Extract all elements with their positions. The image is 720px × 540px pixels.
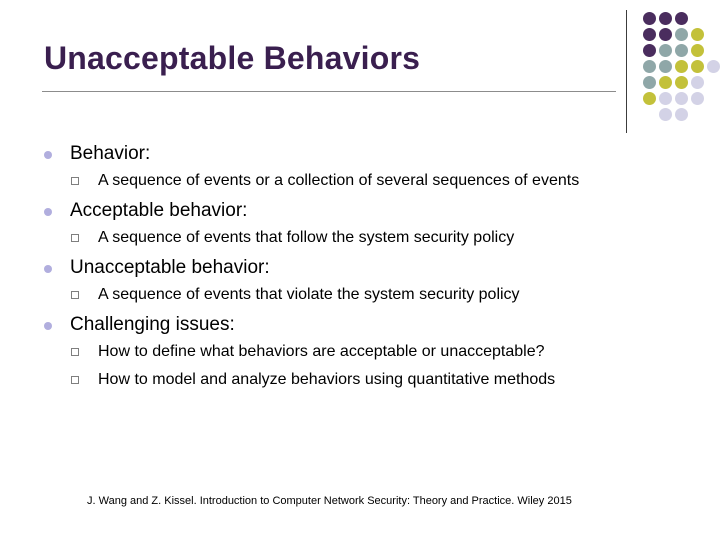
decor-dot [643, 44, 656, 57]
decor-dot [675, 92, 688, 105]
decor-dot [659, 12, 672, 25]
slide-title: Unacceptable Behaviors [44, 40, 421, 76]
decor-dot [675, 76, 688, 89]
bullet-icon [44, 265, 52, 273]
decor-dot [691, 76, 704, 89]
decor-dot [643, 12, 656, 25]
decor-dot [643, 60, 656, 73]
bullet-item: Challenging issues: [70, 314, 235, 335]
decor-vertical-line [626, 10, 627, 133]
decor-dot [675, 12, 688, 25]
decor-dot [659, 108, 672, 121]
decor-dot [691, 92, 704, 105]
checkbox-bullet-icon [71, 376, 79, 384]
sub-bullet-item: A sequence of events that violate the system security policy [98, 286, 520, 303]
bullet-item: Behavior: [70, 143, 151, 164]
decor-dot [659, 60, 672, 73]
decor-dot-grid [640, 10, 720, 120]
bullet-icon [44, 151, 52, 159]
sub-bullet-item: A sequence of events or a collection of several sequences of events [98, 172, 580, 189]
decor-dot [691, 44, 704, 57]
checkbox-bullet-icon [71, 348, 79, 356]
checkbox-bullet-icon [71, 177, 79, 185]
checkbox-bullet-icon [71, 234, 79, 242]
checkbox-bullet-icon [71, 291, 79, 299]
title-divider [42, 91, 616, 92]
decor-dot [659, 28, 672, 41]
bullet-icon [44, 208, 52, 216]
decor-dot [659, 76, 672, 89]
bullet-item: Unacceptable behavior: [70, 257, 270, 278]
decor-dot [675, 60, 688, 73]
decor-dot [707, 60, 720, 73]
bullet-icon [44, 322, 52, 330]
decor-dot [691, 60, 704, 73]
decor-dot [643, 92, 656, 105]
decor-dot [643, 76, 656, 89]
sub-bullet-item: How to model and analyze behaviors using quantitative methods [98, 371, 556, 388]
sub-bullet-item: A sequence of events that follow the system security policy [98, 229, 515, 246]
decor-dot [643, 28, 656, 41]
decor-dot [659, 92, 672, 105]
decor-dot [675, 28, 688, 41]
sub-bullet-item: How to define what behaviors are acceptable or unacceptable? [98, 343, 545, 360]
bullet-item: Acceptable behavior: [70, 200, 248, 221]
decor-dot [691, 28, 704, 41]
decor-dot [675, 44, 688, 57]
decor-dot [675, 108, 688, 121]
decor-dot [659, 44, 672, 57]
citation: J. Wang and Z. Kissel. Introduction to Computer Network Security: Theory and Practice. Wiley 2015 [87, 495, 572, 507]
